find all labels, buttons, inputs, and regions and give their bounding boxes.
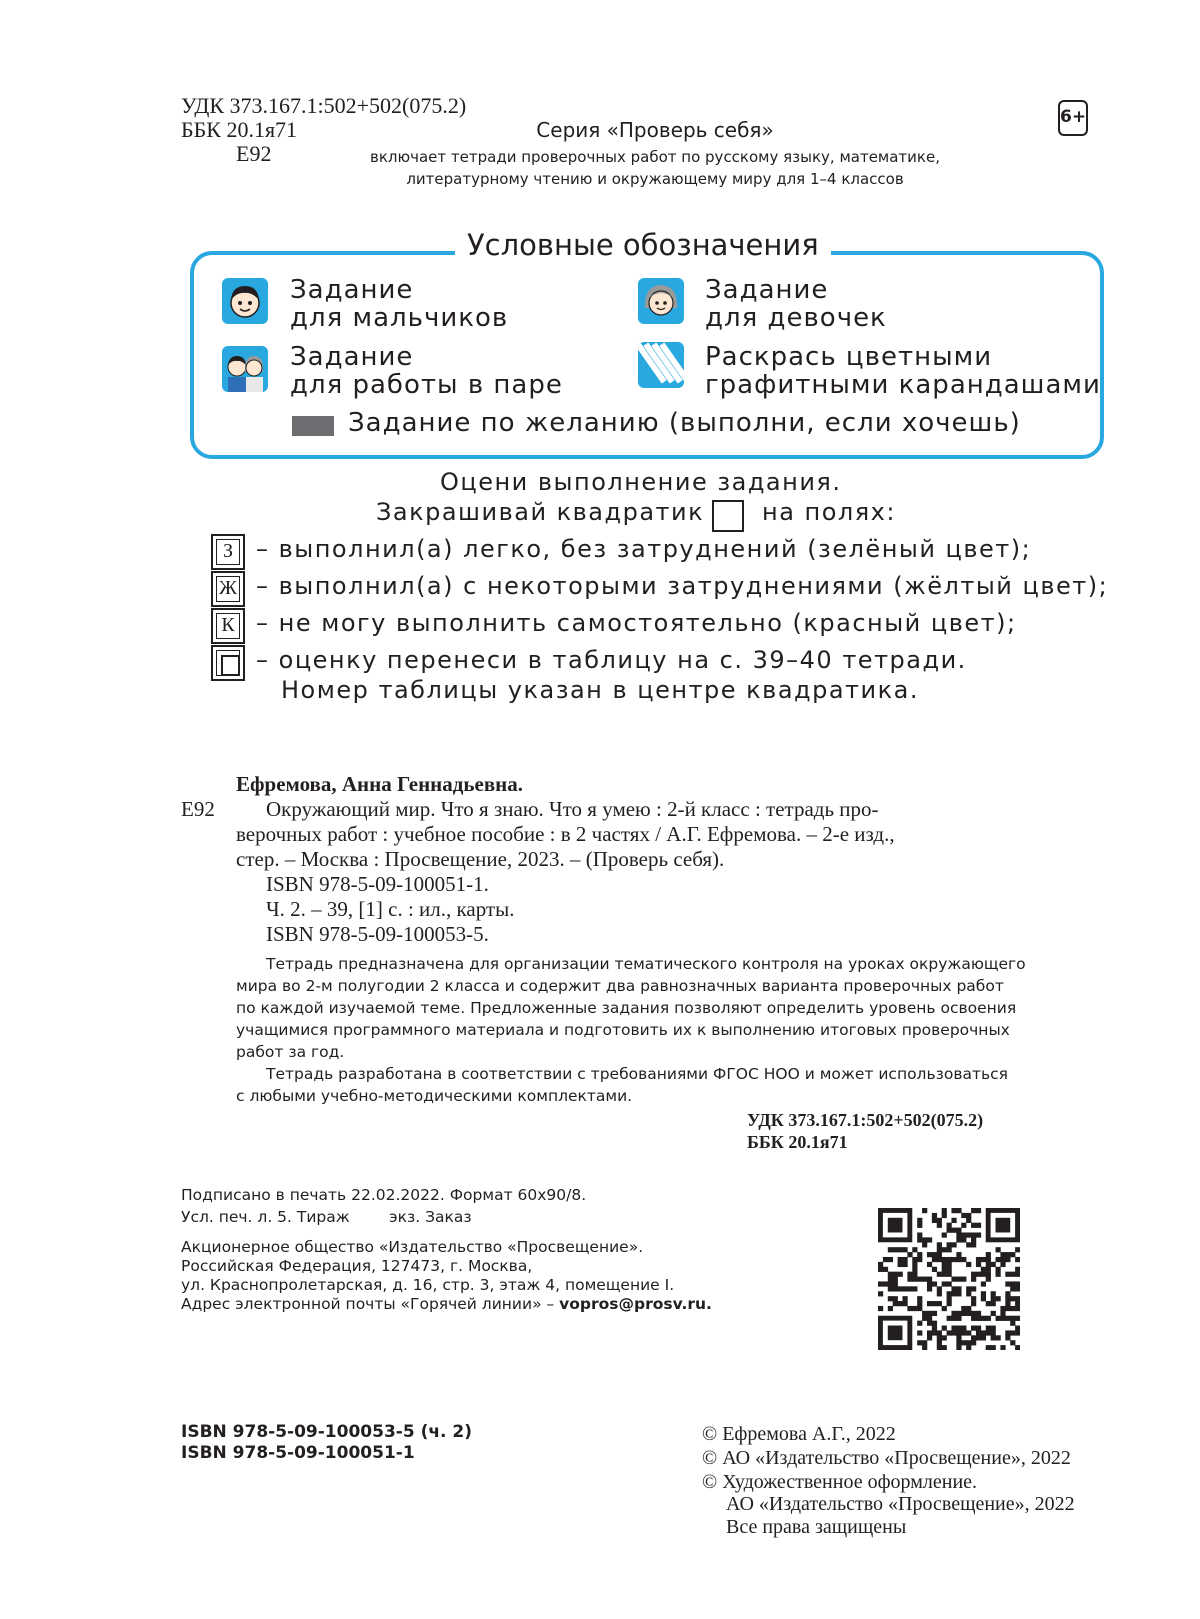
catalog-udk: УДК 373.167.1:502+502(075.2) bbox=[747, 1110, 984, 1130]
series-title: Серия «Проверь себя» bbox=[536, 118, 774, 142]
catalog-isbn-1: ISBN 978-5-09-100051-1. bbox=[266, 872, 489, 896]
optional-task-marker bbox=[292, 416, 334, 436]
mark-text-yellow: – выполнил(а) с некоторыми затруднениями (жёлтый цвет); bbox=[256, 572, 1109, 600]
legend-girl-line2: для девочек bbox=[705, 303, 887, 333]
publisher-country: Российская Федерация, 127473, г. Москва, bbox=[181, 1257, 533, 1275]
rating-instruction: Оцени выполнение задания. bbox=[440, 468, 842, 496]
catalog-line-3: стер. – Москва : Просвещение, 2023. – (Проверь себя). bbox=[236, 847, 725, 871]
publisher-address: ул. Краснопролетарская, д. 16, стр. 3, этаж 4, помещение I. bbox=[181, 1276, 675, 1294]
catalog-line-1: Окружающий мир. Что я знаю. Что я умею : 2-й класс : тетрадь про- bbox=[266, 797, 879, 821]
imprint-print-run: Усл. печ. л. 5. Тираж экз. Заказ bbox=[181, 1208, 472, 1226]
boy-icon bbox=[222, 278, 268, 324]
isbn-part-2: ISBN 978-5-09-100053-5 (ч. 2) bbox=[181, 1422, 473, 1442]
catalog-line-2: верочных работ : учебное пособие : в 2 частях / А.Г. Ефремова. – 2-е изд., bbox=[236, 822, 895, 846]
annotation-line-2: мира во 2-м полугодии 2 класса и содержит два равнозначных варианта проверочных работ bbox=[236, 977, 1004, 995]
pencils-icon bbox=[638, 342, 684, 388]
email-label: Адрес электронной почты «Горячей линии» – bbox=[181, 1295, 560, 1313]
mark-box-yellow: Ж bbox=[211, 571, 245, 607]
catalog-code: Е92 bbox=[181, 797, 215, 821]
copyright-author: © Ефремова А.Г., 2022 bbox=[702, 1423, 896, 1445]
series-desc-line-1: включает тетради проверочных работ по русскому языку, математике, bbox=[370, 148, 940, 166]
legend-pair-line1: Задание bbox=[290, 342, 414, 372]
age-rating-badge: 6+ bbox=[1058, 100, 1088, 136]
series-description bbox=[330, 146, 980, 190]
bbk-code: ББК 20.1я71 bbox=[181, 117, 298, 142]
annotation-line-3: по каждой изучаемой теме. Предложенные задания позволяют определить уровень освоения bbox=[236, 999, 1017, 1017]
legend-pencils-line2: графитными карандашами bbox=[705, 370, 1101, 400]
legend-pair-line2: для работы в паре bbox=[290, 370, 563, 400]
udk-code: УДК 373.167.1:502+502(075.2) bbox=[181, 93, 467, 118]
catalog-author: Ефремова, Анна Геннадьевна. bbox=[236, 772, 524, 796]
legend-girl-line1: Задание bbox=[705, 275, 829, 305]
series-desc-line-2: литературному чтению и окружающему миру для 1–4 классов bbox=[406, 170, 904, 188]
girl-icon bbox=[638, 278, 684, 324]
author-sign: Е92 bbox=[236, 141, 272, 166]
legend-pencils-line1: Раскрась цветными bbox=[705, 342, 993, 372]
publisher-email-line bbox=[181, 1293, 712, 1315]
email-link[interactable]: vopros@prosv.ru. bbox=[559, 1295, 712, 1313]
mark-box-red: К bbox=[211, 608, 245, 644]
catalog-isbn-2: ISBN 978-5-09-100053-5. bbox=[266, 922, 489, 946]
mark-text-table-note: Номер таблицы указан в центре квадратика. bbox=[281, 676, 919, 704]
rating-margins-label: на полях: bbox=[762, 498, 896, 526]
mark-text-green: – выполнил(а) легко, без затруднений (зелёный цвет); bbox=[256, 535, 1032, 563]
mark-box-table bbox=[211, 645, 245, 681]
mark-text-table: – оценку перенеси в таблицу на с. 39–40 тетради. bbox=[256, 646, 967, 674]
catalog-pages: Ч. 2. – 39, [1] с. : ил., карты. bbox=[266, 897, 515, 921]
sample-square bbox=[712, 500, 744, 532]
rating-fill-label: Закрашивай квадратик bbox=[376, 498, 705, 526]
annotation-line-6: Тетрадь разработана в соответствии с требованиями ФГОС НОО и может использоваться bbox=[266, 1065, 1008, 1083]
annotation-line-4: учащимися программного материала и подготовить их к выполнению итоговых проверочных bbox=[236, 1021, 1010, 1039]
copyright-publisher: © АО «Издательство «Просвещение», 2022 bbox=[702, 1447, 1071, 1469]
legend-title: Условные обозначения bbox=[455, 228, 831, 262]
legend-boy-line2: для мальчиков bbox=[290, 303, 509, 333]
copyright-design: © Художественное оформление. bbox=[702, 1471, 978, 1493]
copyright-design-publisher: АО «Издательство «Просвещение», 2022 bbox=[726, 1493, 1075, 1515]
annotation-line-7: с любыми учебно-методическими комплектами. bbox=[236, 1087, 633, 1105]
isbn-set: ISBN 978-5-09-100051-1 bbox=[181, 1443, 415, 1463]
rights-reserved: Все права защищены bbox=[726, 1516, 907, 1538]
annotation-line-5: работ за год. bbox=[236, 1043, 345, 1061]
qr-code bbox=[878, 1208, 1020, 1350]
legend-optional-text: Задание по желанию (выполни, если хочешь) bbox=[348, 408, 1021, 438]
legend-boy-line1: Задание bbox=[290, 275, 414, 305]
catalog-bbk: ББК 20.1я71 bbox=[747, 1132, 848, 1152]
imprint-signed: Подписано в печать 22.02.2022. Формат 60х90/8. bbox=[181, 1186, 587, 1204]
mark-text-red: – не могу выполнить самостоятельно (красный цвет); bbox=[256, 609, 1017, 637]
mark-box-green: З bbox=[211, 534, 245, 570]
pair-icon bbox=[222, 346, 268, 392]
annotation-line-1: Тетрадь предназначена для организации тематического контроля на уроках окружающего bbox=[266, 955, 1026, 973]
publisher-name: Акционерное общество «Издательство «Просвещение». bbox=[181, 1238, 644, 1256]
